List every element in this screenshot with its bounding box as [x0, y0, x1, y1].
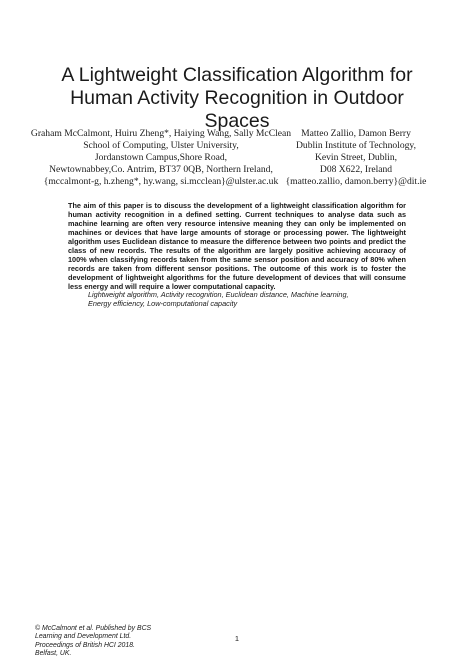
affiliation-line: School of Computing, Ulster University, — [83, 140, 239, 151]
footer-line: Learning and Development Ltd. — [35, 633, 132, 641]
title-line: Spaces — [204, 110, 270, 132]
author-names: Matteo Zallio, Damon Berry — [301, 128, 411, 139]
copyright-footer — [35, 625, 235, 659]
affiliation-line: Jordanstown Campus,Shore Road, — [94, 152, 228, 163]
author-emails: {mccalmont-g, h.zheng*, hy.wang, si.mcclean}@ulster.ac.uk — [43, 176, 279, 187]
footer-line: Proceedings of British HCI 2018. — [35, 641, 135, 649]
keywords — [88, 290, 406, 308]
affiliation-line: Newtownabbey,Co. Antrim, BT37 0QB, Northern Ireland, — [49, 164, 273, 175]
title-line: Human Activity Recognition in Outdoor — [70, 87, 404, 109]
author-names: Graham McCalmont, Huiru Zheng*, Haiying Wang, Sally McClean — [30, 128, 292, 139]
paper-title — [40, 64, 434, 133]
author-affiliation-dit — [282, 128, 430, 188]
page-number: 1 — [234, 634, 240, 643]
affiliation-line: Kevin Street, Dublin, — [314, 152, 398, 163]
affiliation-line: D08 X622, Ireland — [319, 164, 393, 175]
footer-line: Belfast, UK. — [35, 650, 72, 658]
title-line: A Lightweight Classification Algorithm for — [61, 64, 413, 86]
affiliation-line: Dublin Institute of Technology, — [295, 140, 417, 151]
footer-line: © McCalmont et al. Published by BCS — [35, 625, 152, 632]
keywords-line: Energy efficiency, Low-computational capacity — [88, 299, 238, 308]
author-emails: {matteo.zallio, damon.berry}@dit.ie — [285, 176, 427, 187]
author-affiliation-ulster — [30, 128, 292, 188]
abstract-text: The aim of this paper is to discuss the development of a lightweight classification algorithm for human activity recognition in a defined setting. Current techniques to analyse data such as machine learning are often very resource intensive meaning they can only be implemented on machines or devices that have large amounts of storage or processing power. The lightweight algorithm uses Euclidean distance to measure the difference between two points and predict the class of new records. The results of the algorithm are largely positive achieving accuracy of 100% when classifying records taken from the same sensor position and accuracy of 80% when records are taken from different sensor positions. The outcome of this work is to foster the development of lightweight algorithms for the future development of devices that will consume less energy and will require a lower computational capacity. — [68, 201, 406, 292]
keywords-line: Lightweight algorithm, Activity recognition, Euclidean distance, Machine learning, — [88, 290, 349, 299]
